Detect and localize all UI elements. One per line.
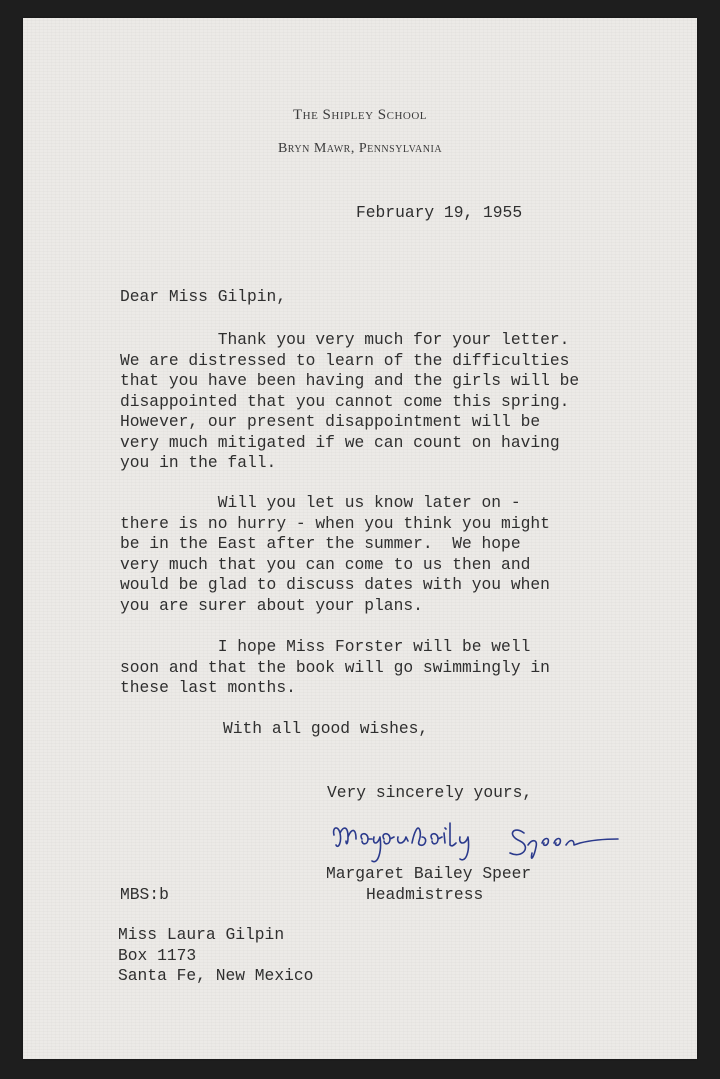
good-wishes-line: With all good wishes,: [223, 719, 429, 738]
signer-title: Headmistress: [366, 885, 484, 904]
body-paragraph-2: Will you let us know later on - there is no hurry - when you think you might be in the East after the summer. We hope very much that you can come to us then and would be glad to discuss dates with you when you are surer about your plans.: [120, 493, 550, 615]
reference-initials: MBS:b: [120, 885, 169, 904]
salutation: Dear Miss Gilpin,: [120, 287, 287, 306]
complimentary-closing: Very sincerely yours,: [327, 783, 533, 802]
letterhead-school-name: The Shipley School: [292, 107, 427, 123]
body-paragraph-1: Thank you very much for your letter. We are distressed to learn of the difficulties that you have been having and the girls will be disappointed that you cannot come this spring. However, our present disappointment will be very much mitigated if we can count on having you in the fall.: [120, 330, 580, 472]
letter-date: February 19, 1955: [356, 203, 523, 222]
recipient-address: Miss Laura Gilpin Box 1173 Santa Fe, New Mexico: [118, 925, 314, 985]
letterhead-location: Bryn Mawr, Pennsylvania: [277, 141, 443, 156]
signer-name: Margaret Bailey Speer: [326, 864, 532, 883]
body-paragraph-3: I hope Miss Forster will be well soon and that the book will go swimmingly in these last months.: [120, 637, 550, 697]
